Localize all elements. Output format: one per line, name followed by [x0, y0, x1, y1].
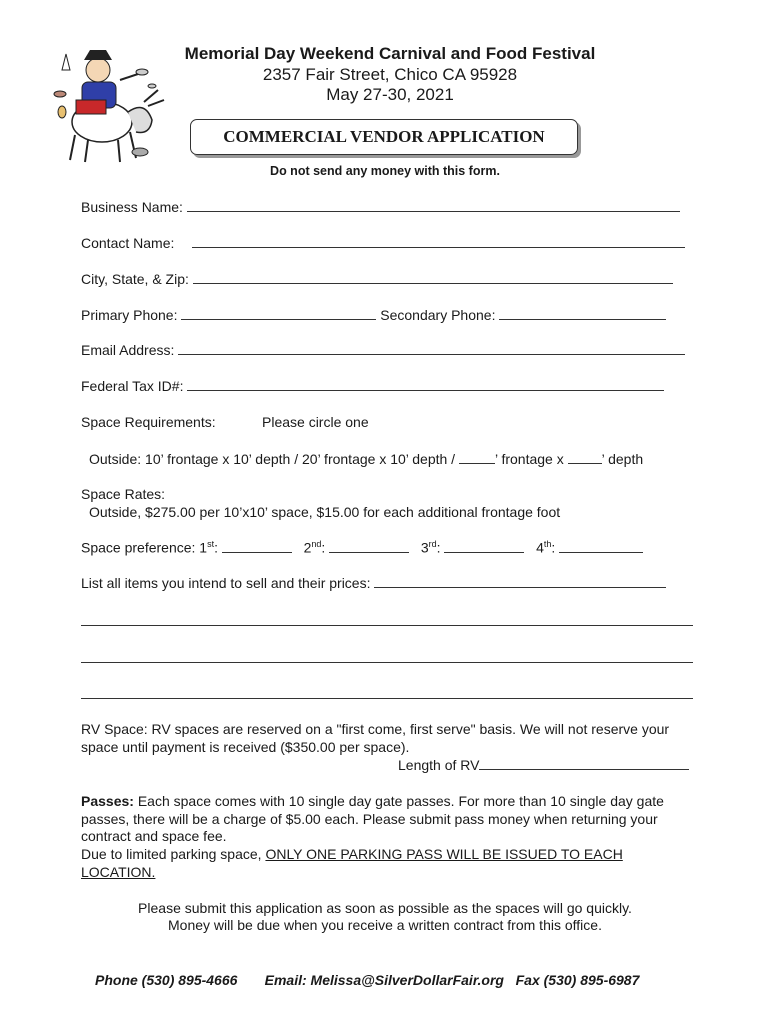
tax-id-label: Federal Tax ID#:	[81, 378, 184, 394]
items-label: List all items you intend to sell and their prices:	[81, 575, 371, 591]
pref-1-field[interactable]	[222, 541, 292, 553]
parking-text	[81, 846, 701, 881]
passes-label: Passes:	[81, 793, 134, 809]
items-field-4[interactable]	[81, 687, 693, 699]
rv-length-label: Length of RV	[398, 757, 480, 773]
depth-label: ’ depth	[601, 451, 644, 467]
items-field-2[interactable]	[81, 614, 693, 626]
space-preference-row: Space preference: 1st: 2nd: 3rd: 4th:	[81, 539, 643, 556]
rv-length-field[interactable]	[479, 758, 689, 770]
city-state-zip-row	[81, 271, 673, 287]
passes-body: Each space comes with 10 single day gate passes. For more than 10 single day gate passes, there will be a charge of $5.00 each. Please submit pass money when returning your contract and space fee.	[81, 793, 664, 844]
circle-one-instruction: Please circle one	[262, 414, 369, 430]
pref-3-sup: rd	[428, 539, 437, 549]
space-requirements-label: Space Requirements:	[81, 414, 216, 430]
pref-1-label: 1	[199, 539, 208, 556]
contact-name-field[interactable]	[192, 236, 685, 248]
space-rates-label: Space Rates:	[81, 486, 166, 502]
parking-notice: ONLY ONE PARKING PASS WILL BE ISSUED TO EACH LOCATION.	[81, 846, 623, 880]
pref-2-label: 2	[303, 539, 312, 556]
items-field-3[interactable]	[81, 651, 693, 663]
custom-frontage-field[interactable]	[459, 452, 495, 464]
footer-fax: Fax (530) 895-6987	[515, 972, 640, 988]
contact-footer	[95, 972, 639, 988]
frontage-label: ’ frontage x	[494, 451, 564, 467]
contact-name-row	[81, 235, 685, 251]
space-rates-text: Outside, $275.00 per 10’x10’ space, $15.00 for each additional frontage foot	[89, 504, 561, 520]
primary-phone-label: Primary Phone:	[81, 307, 178, 323]
event-title: Memorial Day Weekend Carnival and Food Festival	[184, 44, 596, 63]
event-address: 2357 Fair Street, Chico CA 95928	[262, 65, 518, 84]
pref-3-field[interactable]	[444, 541, 524, 553]
items-row	[81, 575, 666, 591]
email-row	[81, 342, 685, 358]
closing-line-1: Please submit this application as soon as possible as the spaces will go quickly.	[138, 900, 632, 916]
email-label: Email Address:	[81, 342, 175, 358]
tax-id-field[interactable]	[187, 379, 664, 391]
event-dates: May 27-30, 2021	[326, 85, 454, 104]
rv-space-text: RV Space: RV spaces are reserved on a "first come, first serve" basis. We will not reserve your space until payment is received ($350.00 per space).	[81, 721, 670, 755]
city-state-zip-label: City, State, & Zip:	[81, 271, 189, 287]
closing-line-2: Money will be due when you receive a written contract from this office.	[168, 917, 602, 933]
pref-3-label: 3	[420, 539, 429, 556]
option-20x10[interactable]: 20’ frontage x 10’ depth /	[302, 451, 456, 467]
footer-email[interactable]: Email: Melissa@SilverDollarFair.org	[264, 972, 504, 988]
footer-phone: Phone (530) 895-4666	[95, 972, 238, 988]
primary-phone-field[interactable]	[181, 308, 376, 320]
city-state-zip-field[interactable]	[193, 272, 673, 284]
pref-4-sup: th	[543, 539, 552, 549]
custom-depth-field[interactable]	[568, 452, 602, 464]
contact-name-label: Contact Name:	[81, 235, 175, 251]
form-title: COMMERCIAL VENDOR APPLICATION	[190, 119, 578, 155]
no-money-notice: Do not send any money with this form.	[270, 164, 500, 178]
pref-4-field[interactable]	[559, 541, 643, 553]
option-10x10[interactable]: Outside: 10’ frontage x 10’ depth /	[89, 451, 299, 467]
items-field-1[interactable]	[374, 576, 666, 588]
tax-id-row	[81, 378, 664, 394]
pref-2-sup: nd	[311, 539, 322, 549]
phone-row	[81, 307, 666, 323]
pref-4-label: 4	[536, 539, 544, 556]
secondary-phone-field[interactable]	[499, 308, 666, 320]
outside-options-row	[89, 451, 643, 467]
pref-1-sup: st	[207, 539, 215, 549]
secondary-phone-label: Secondary Phone:	[380, 307, 496, 323]
business-name-field[interactable]	[187, 200, 680, 212]
email-field[interactable]	[178, 343, 685, 355]
space-preference-label: Space preference:	[81, 539, 196, 556]
parking-intro: Due to limited parking space,	[81, 846, 266, 862]
business-name-row	[81, 199, 680, 215]
pref-2-field[interactable]	[329, 541, 409, 553]
business-name-label: Business Name:	[81, 199, 183, 215]
rv-length-row	[398, 757, 689, 773]
passes-text	[81, 793, 701, 846]
